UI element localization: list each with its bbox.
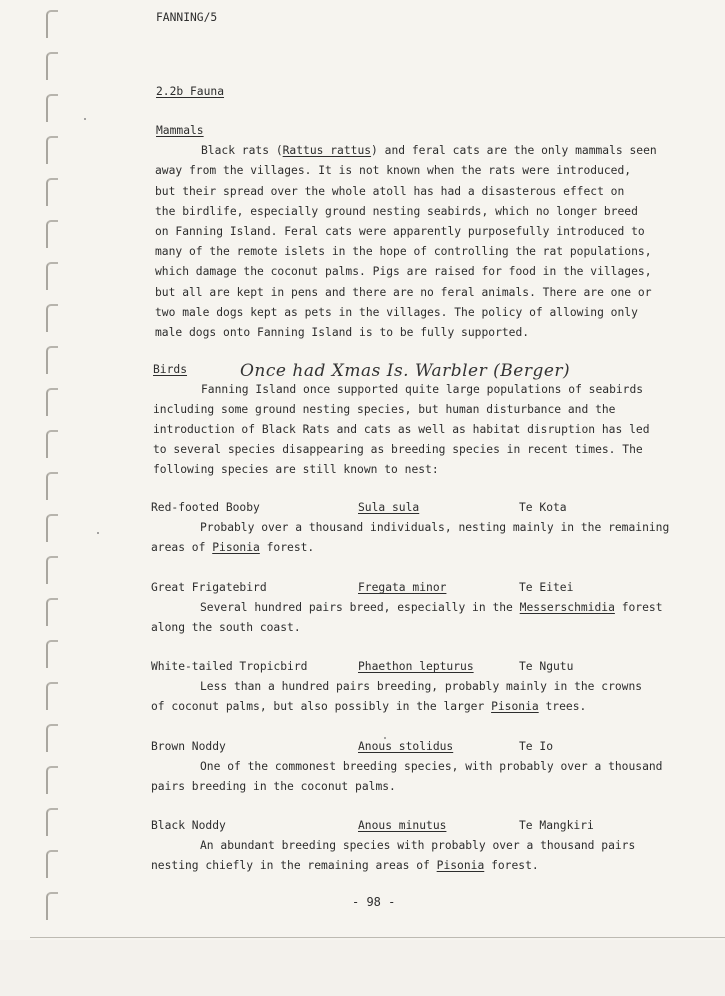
binder-hole [46,682,58,710]
text-run: pairs breeding in the coconut palms. [151,780,396,793]
text-line [151,542,314,553]
text-run: One of the commonest breeding species, with probably over a thousand [200,760,663,773]
text-run: Several hundred pairs breed, especially in the [200,601,520,614]
text-run: Fanning Island once supported quite large populations of seabirds [201,383,644,396]
text-line [200,840,635,851]
text-run: two male dogs kept as pets in the villages. The policy of allowing only [155,306,638,319]
text-run: nesting chiefly in the remaining areas of [151,859,437,872]
text-line [151,860,539,871]
text-run: forest [614,601,663,614]
section-heading: 2.2b Fauna [156,85,225,98]
text-line [155,307,638,318]
latin-name: Pisonia [212,541,260,554]
page-edge [30,937,725,938]
binder-hole [46,304,58,332]
binder-hole [46,766,58,794]
text-run: including some ground nesting species, but human disturbance and the [153,403,616,416]
text-run: forest. [259,541,315,554]
page-code: FANNING/5 [156,11,218,24]
binder-hole [46,892,58,920]
text-line [200,602,663,613]
ink-speck [97,532,99,534]
binder-hole [46,850,58,878]
latin-name: Pisonia [436,859,485,872]
text-run: An abundant breeding species with probably over a thousand pairs [200,839,636,852]
text-run: Black rats ( [201,144,283,157]
binder-hole [46,640,58,668]
species-local-name: Te Eitei [519,581,574,594]
text-run: on Fanning Island. Feral cats were apparently purposefully introduced to [155,225,645,238]
text-run: ) and feral cats are the only mammals seen [371,144,657,157]
species-common-name: Great Frigatebird [151,581,267,594]
text-run: Probably over a thousand individuals, nesting mainly in the remaining [200,521,670,534]
text-line [155,266,652,277]
text-line [155,327,529,338]
species-local-name: Te Ngutu [519,660,574,673]
binder-hole [46,808,58,836]
species-latin-name: Anous minutus [358,819,447,832]
text-line [155,206,638,217]
ink-speck [384,737,386,739]
text-line [200,681,642,692]
species-common-name: White-tailed Tropicbird [151,660,308,673]
binder-holes [46,0,60,940]
binder-hole [46,430,58,458]
text-line [153,444,643,455]
text-run: trees. [538,700,587,713]
text-line [201,145,657,156]
latin-name: Messerschmidia [519,601,615,614]
text-run: male dogs onto Fanning Island is to be fully supported. [155,326,530,339]
mammals-heading: Mammals [156,124,204,137]
text-line [153,464,439,475]
text-line [155,246,652,257]
text-run: to several species disappearing as breeding species in recent times. The [153,443,643,456]
species-common-name: Brown Noddy [151,740,226,753]
species-local-name: Te Mangkiri [519,819,594,832]
text-line [200,761,663,772]
text-line [151,622,301,633]
species-latin-name: Anous stolidus [358,740,454,753]
binder-hole [46,598,58,626]
annotation-text: Once had Xmas Is. Warbler (Berger) [240,361,571,381]
text-run: of coconut palms, but also possibly in the larger [151,700,492,713]
text-run: but their spread over the whole atoll has had a disasterous effect on [155,185,625,198]
binder-hole [46,178,58,206]
text-run: away from the villages. It is not known when the rats were introduced, [155,164,632,177]
binder-hole [46,472,58,500]
species-latin-name: Fregata minor [358,581,447,594]
text-run: following species are still known to nest: [153,463,439,476]
binder-hole [46,346,58,374]
text-run: along the south coast. [151,621,301,634]
text-line [155,287,652,298]
text-run: many of the remote islets in the hope of controlling the rat populations, [155,245,652,258]
text-run: introduction of Black Rats and cats as well as habitat disruption has led [153,423,650,436]
binder-hole [46,52,58,80]
text-line [153,404,616,415]
ink-speck [84,118,86,120]
text-line [201,384,643,395]
text-line [151,701,586,712]
latin-name: Rattus rattus [282,144,372,157]
species-local-name: Te Kota [519,501,567,514]
page-number: - 98 - [352,895,396,909]
binder-hole [46,724,58,752]
text-line [153,424,650,435]
species-common-name: Red-footed Booby [151,501,260,514]
binder-hole [46,262,58,290]
text-run: Less than a hundred pairs breeding, probably mainly in the crowns [200,680,643,693]
binder-hole [46,388,58,416]
birds-heading: Birds [153,363,188,376]
species-common-name: Black Noddy [151,819,226,832]
species-latin-name: Phaethon lepturus [358,660,474,673]
latin-name: Pisonia [491,700,539,713]
binder-hole [46,94,58,122]
text-run: the birdlife, especially ground nesting seabirds, which no longer breed [155,205,638,218]
binder-hole [46,10,58,38]
text-run: but all are kept in pens and there are no feral animals. There are one or [155,286,652,299]
text-run: which damage the coconut palms. Pigs are raised for food in the villages, [155,265,652,278]
binder-hole [46,136,58,164]
species-latin-name: Sula sula [358,501,420,514]
species-local-name: Te Io [519,740,554,753]
binder-hole [46,220,58,248]
text-line [155,186,624,197]
binder-hole [46,556,58,584]
text-line [200,522,669,533]
text-run: forest. [484,859,539,872]
binder-hole [46,514,58,542]
text-line [155,165,631,176]
text-line [155,226,645,237]
text-run: areas of [151,541,213,554]
text-line [151,781,396,792]
